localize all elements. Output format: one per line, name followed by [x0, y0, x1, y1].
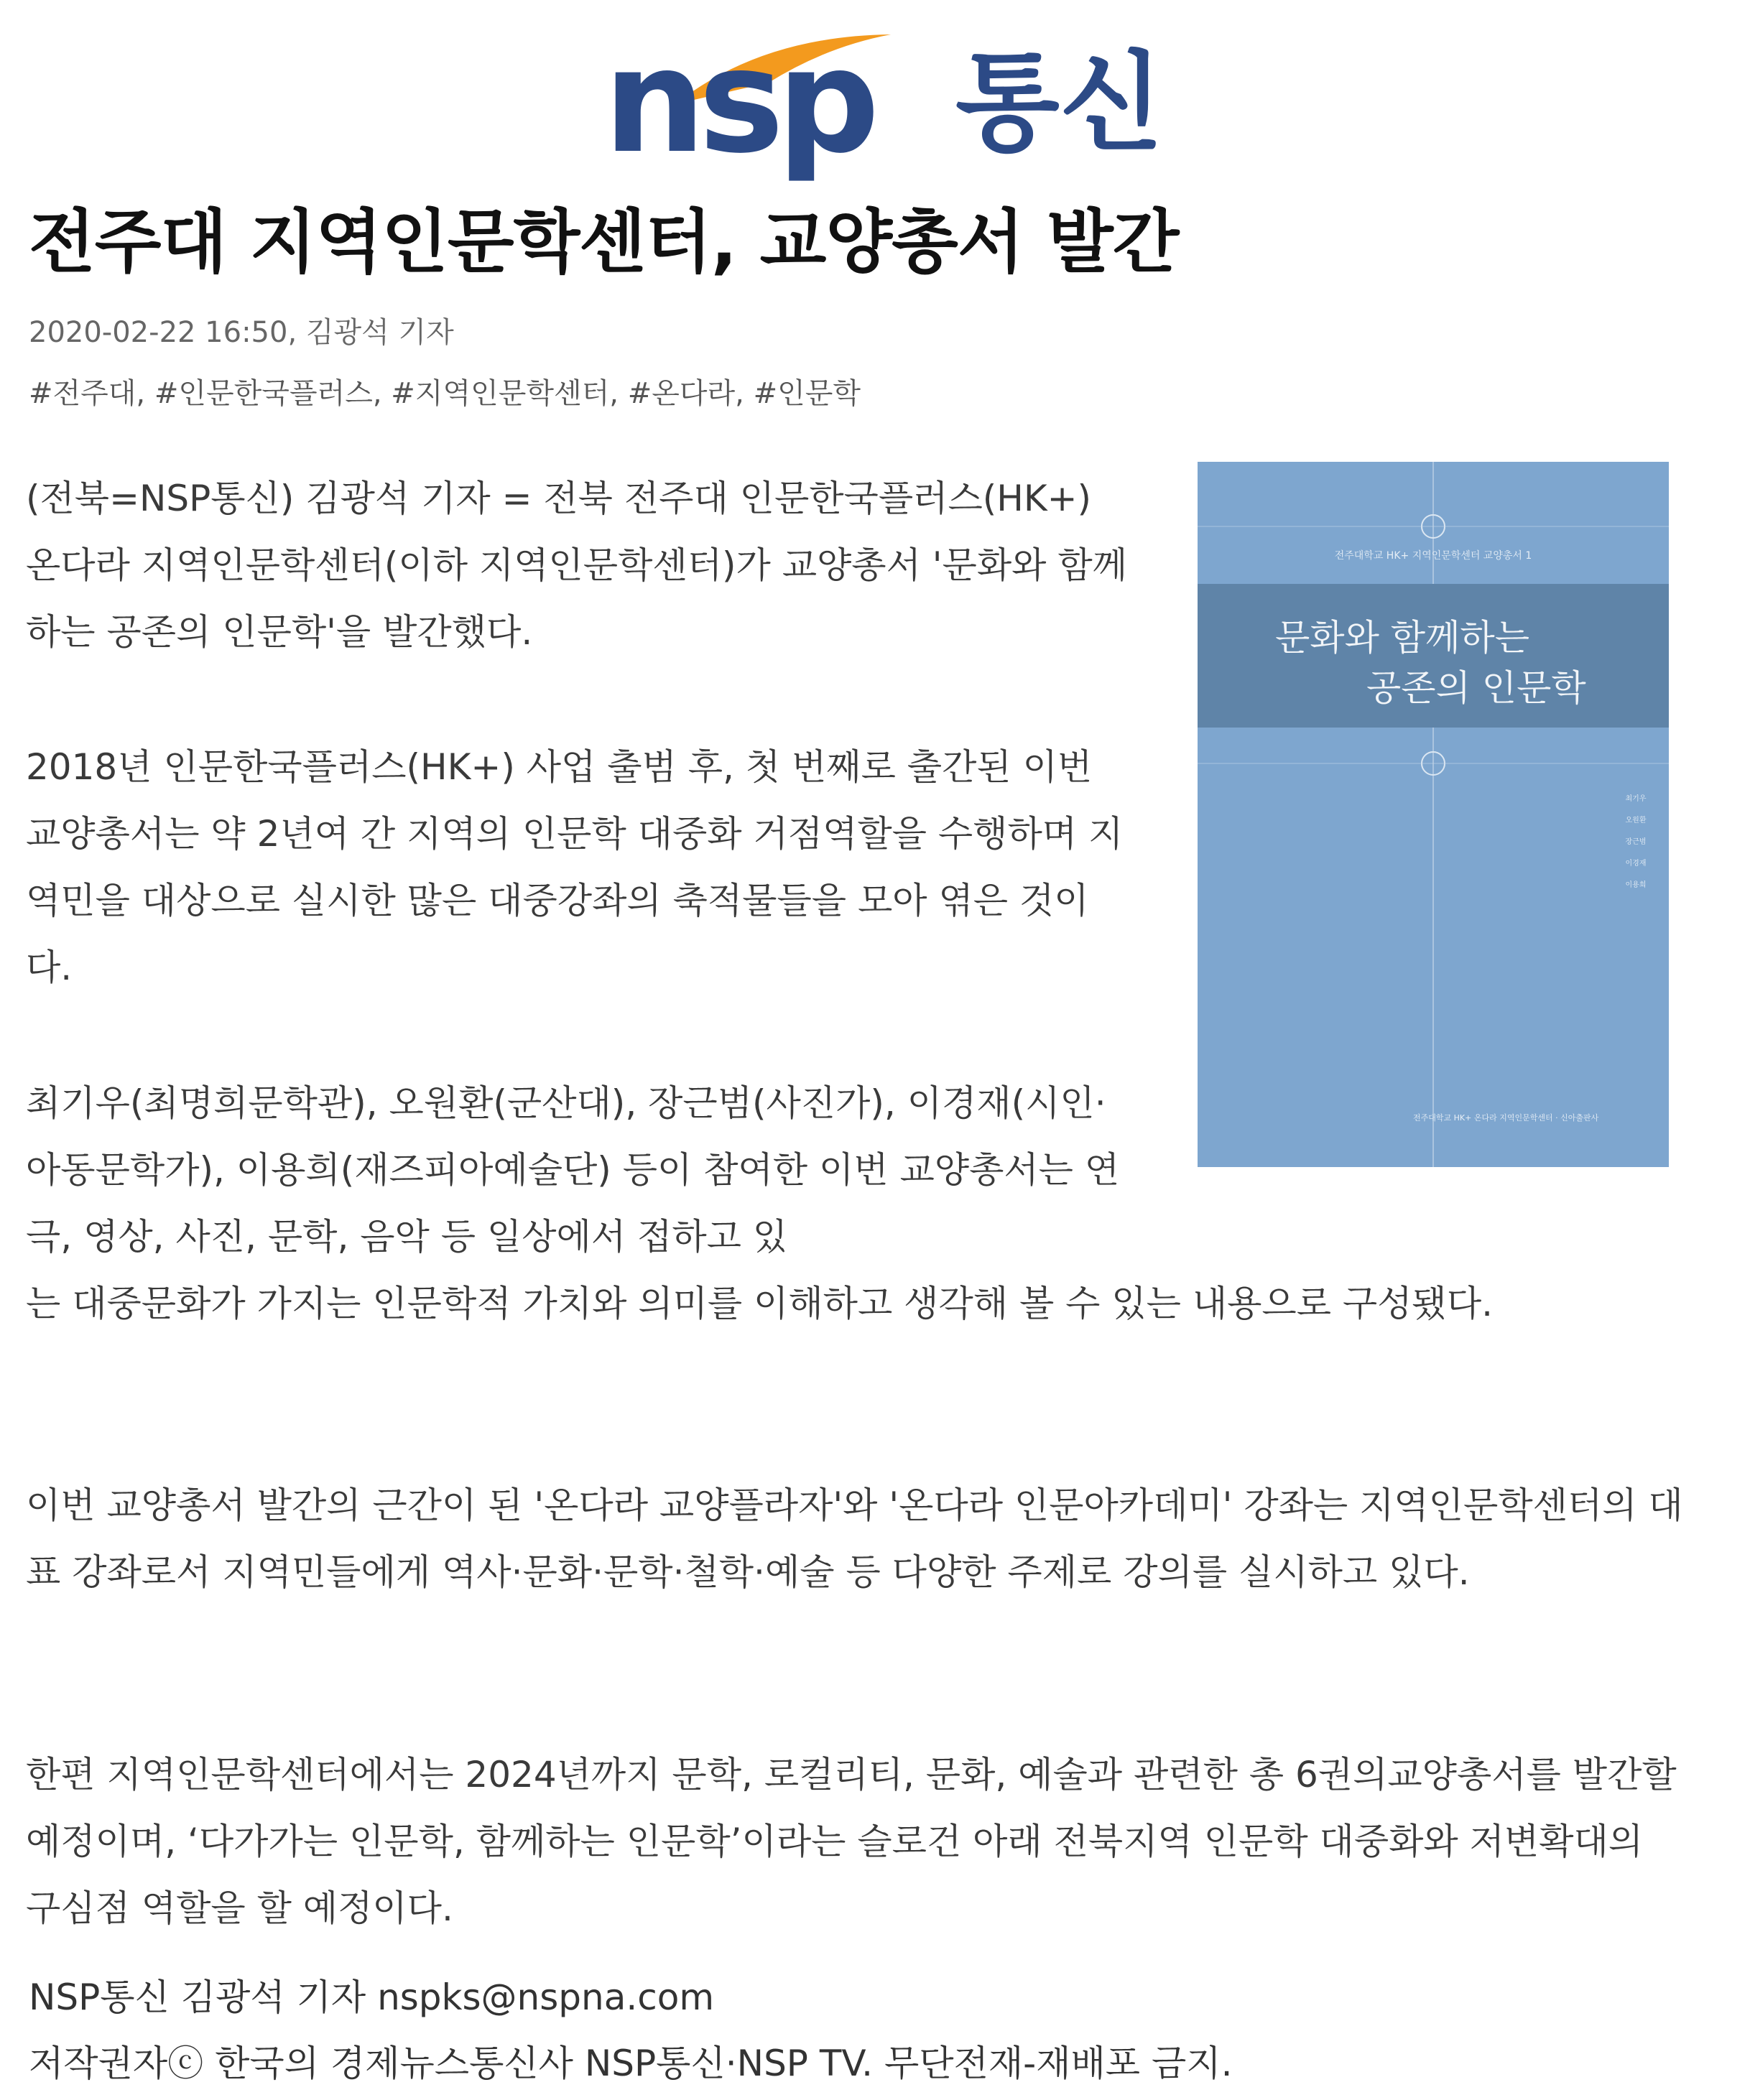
- article-byline: NSP통신 김광석 기자 nspks@nspna.com: [29, 1976, 715, 2018]
- book-authors: [1618, 789, 1654, 896]
- article-paragraph: (전북=NSP통신) 김광석 기자 = 전북 전주대 인문한국플러스(HK+) 온다라 지역인문학센터(이하 지역인문학센터)가 교양총서 '문화와 함께하는 공존의 인문학'을 발간했다.: [26, 478, 1127, 653]
- article-copyright: 저작권자ⓒ 한국의 경제뉴스통신사 NSP통신·NSP TV. 무단전재-재배포 금지.: [29, 2043, 1233, 2084]
- book-series-label: 전주대학교 HK+ 지역인문학센터 교양총서 1: [1334, 550, 1532, 562]
- article-paragraph-part: 최기우(최명희문학관), 오원환(군산대), 장근범(사진가), 이경재(시인·아동문학가), 이용희(재즈피아예술단) 등이 참여한 이번 교양총서는 연극, 영상, 사진, 문학, 음악 등 일상에서 접하고 있: [26, 1082, 1120, 1258]
- article-paragraph: 이번 교양총서 발간의 근간이 된 '온다라 교양플라자'와 '온다라 인문아카데미' 강좌는 지역인문학센터의 대표 강좌로서 지역민들에게 역사·문화·문학·철학·예술 등 다양한 주제로 강의를 실시하고 있다.: [26, 1485, 1683, 1593]
- book-title-line1: 문화와 함께하는: [1275, 617, 1529, 659]
- article-paragraph: 2018년 인문한국플러스(HK+) 사업 출범 후, 첫 번째로 출간된 이번 교양총서는 약 2년여 간 지역의 인문학 대중화 거점역할을 수행하며 지역민을 대상으로 실시한 많은 대중강좌의 축적물들을 모아 엮은 것이다.: [26, 746, 1124, 988]
- nsp-logo[interactable]: [589, 14, 1178, 187]
- article-tags[interactable]: #전주대, #인문한국플러스, #지역인문학센터, #온다라, #인문학: [29, 377, 861, 410]
- nsp-logo-graphic: [589, 14, 1178, 187]
- book-author: 이용희: [1625, 881, 1647, 889]
- book-cover-ornament: [1198, 462, 1669, 1167]
- book-author: 장근범: [1625, 838, 1647, 846]
- article-footer: [29, 1964, 1232, 2096]
- article-headline: 전주대 지역인문학센터, 교양총서 발간: [29, 202, 1179, 282]
- book-publisher: 전주대학교 HK+ 온다라 지역인문학센터 · 신아출판사: [1413, 1113, 1599, 1123]
- article-paragraph-part: 는 대중문화가 가지는 인문학적 가치와 의미를 이해하고 생각해 볼 수 있는 내용으로 구성됐다.: [26, 1283, 1494, 1324]
- book-author: 이경재: [1625, 860, 1647, 868]
- article-paragraph: 한편 지역인문학센터에서는 2024년까지 문학, 로컬리티, 문화, 예술과 관련한 총 6권의교양총서를 발간할 예정이며, ‘다가가는 인문학, 함께하는 인문학’이라는 슬로건 아래 전북지역 인문학 대중화와 저변확대의 구심점 역할을 할 예정이다.: [26, 1754, 1677, 1929]
- book-title-line2: 공존의 인문학: [1366, 667, 1586, 709]
- book-title-band: [1198, 584, 1669, 728]
- book-cover-image: [1198, 462, 1669, 1167]
- logo-korean-text: 통신: [955, 41, 1164, 166]
- article-meta: 2020-02-22 16:50, 김광석 기자: [29, 316, 454, 349]
- book-author: 오원환: [1625, 817, 1647, 824]
- logo-latin-text: nsp: [603, 18, 873, 185]
- book-author: 최기우: [1625, 795, 1647, 803]
